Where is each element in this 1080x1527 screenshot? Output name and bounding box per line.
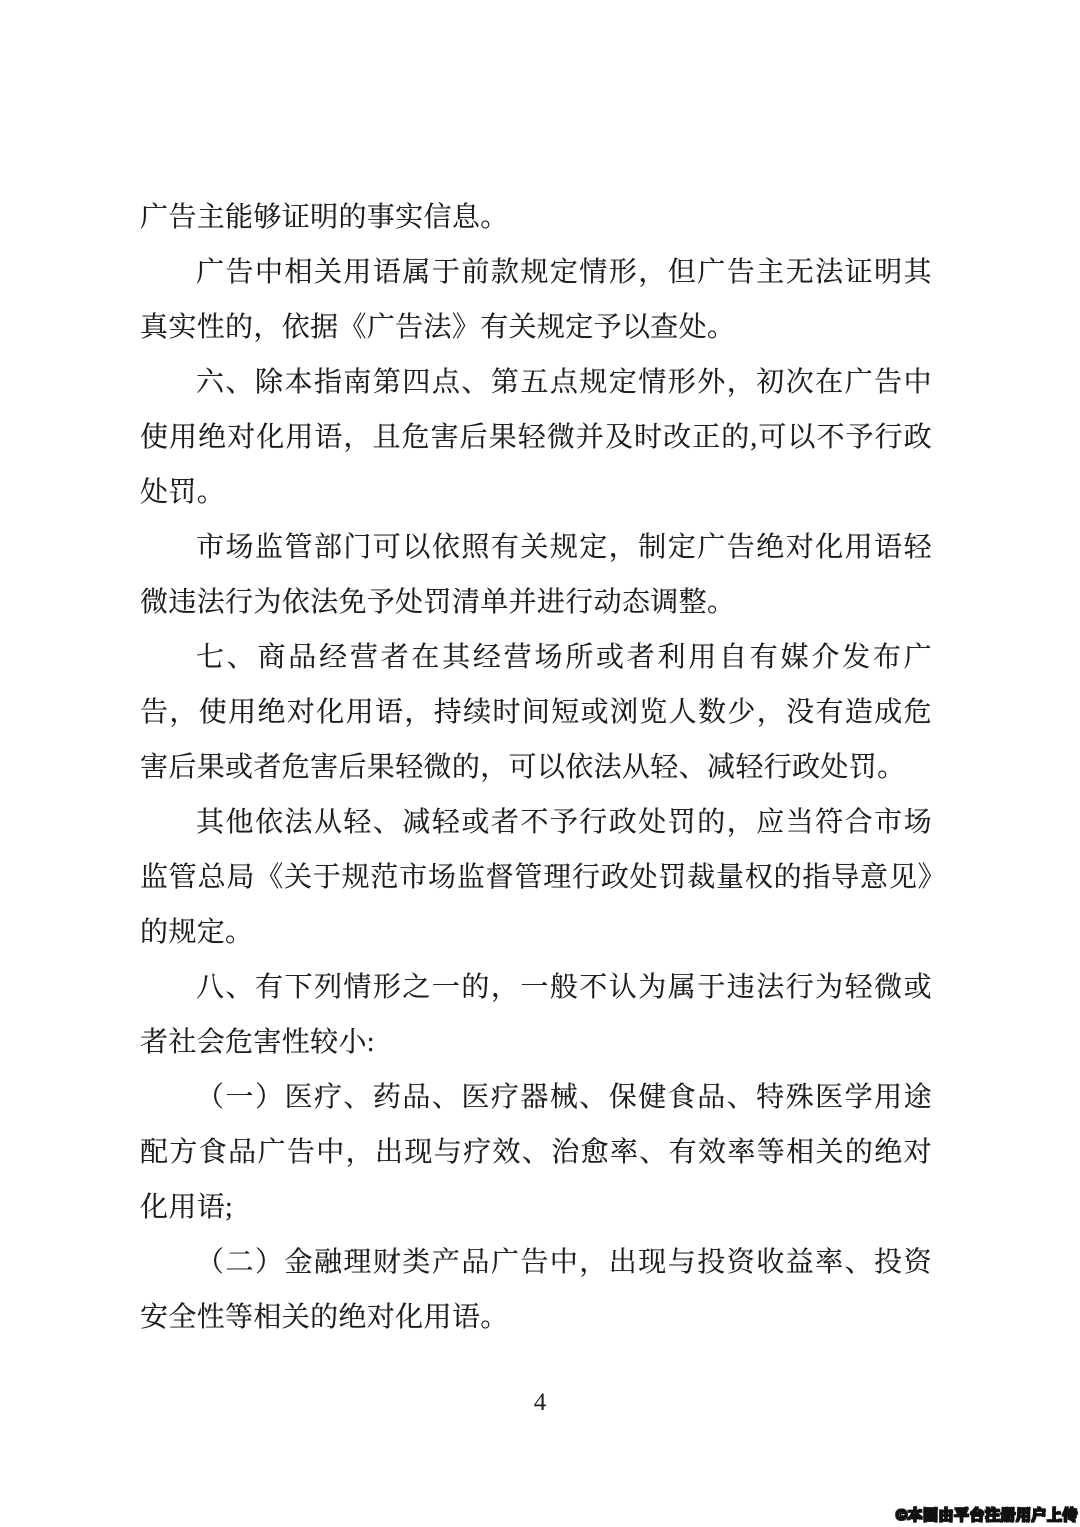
paragraph: 其他依法从轻、减轻或者不予行政处罚的，应当符合市场监管总局《关于规范市场监督管理行政处罚裁量权的指导意见》的规定。 bbox=[140, 807, 932, 948]
paragraph: （一）医疗、药品、医疗器械、保健食品、特殊医学用途配方食品广告中，出现与疗效、治愈率、有效率等相关的绝对化用语; bbox=[140, 1082, 932, 1223]
paragraph: （二）金融理财类产品广告中，出现与投资收益率、投资安全性等相关的绝对化用语。 bbox=[140, 1247, 932, 1333]
paragraph: 七、商品经营者在其经营场所或者利用自有媒介发布广告，使用绝对化用语，持续时间短或浏览人数少，没有造成危害后果或者危害后果轻微的，可以依法从轻、减轻行政处罚。 bbox=[140, 642, 932, 783]
paragraph: 六、除本指南第四点、第五点规定情形外，初次在广告中使用绝对化用语，且危害后果轻微并及时改正的,可以不予行政处罚。 bbox=[140, 367, 932, 508]
paragraph: 八、有下列情形之一的，一般不认为属于违法行为轻微或者社会危害性较小: bbox=[140, 972, 932, 1058]
paragraph: 广告主能够证明的事实信息。 bbox=[140, 202, 509, 233]
watermark-text: ©本图由平台注册用户上传 bbox=[895, 1507, 1078, 1524]
page-number: 4 bbox=[533, 1389, 547, 1416]
paragraph: 市场监管部门可以依照有关规定，制定广告绝对化用语轻微违法行为依法免予处罚清单并进行动态调整。 bbox=[140, 532, 932, 618]
document-body bbox=[140, 190, 932, 1345]
paragraph: 广告中相关用语属于前款规定情形，但广告主无法证明其真实性的，依据《广告法》有关规定予以查处。 bbox=[140, 257, 932, 343]
